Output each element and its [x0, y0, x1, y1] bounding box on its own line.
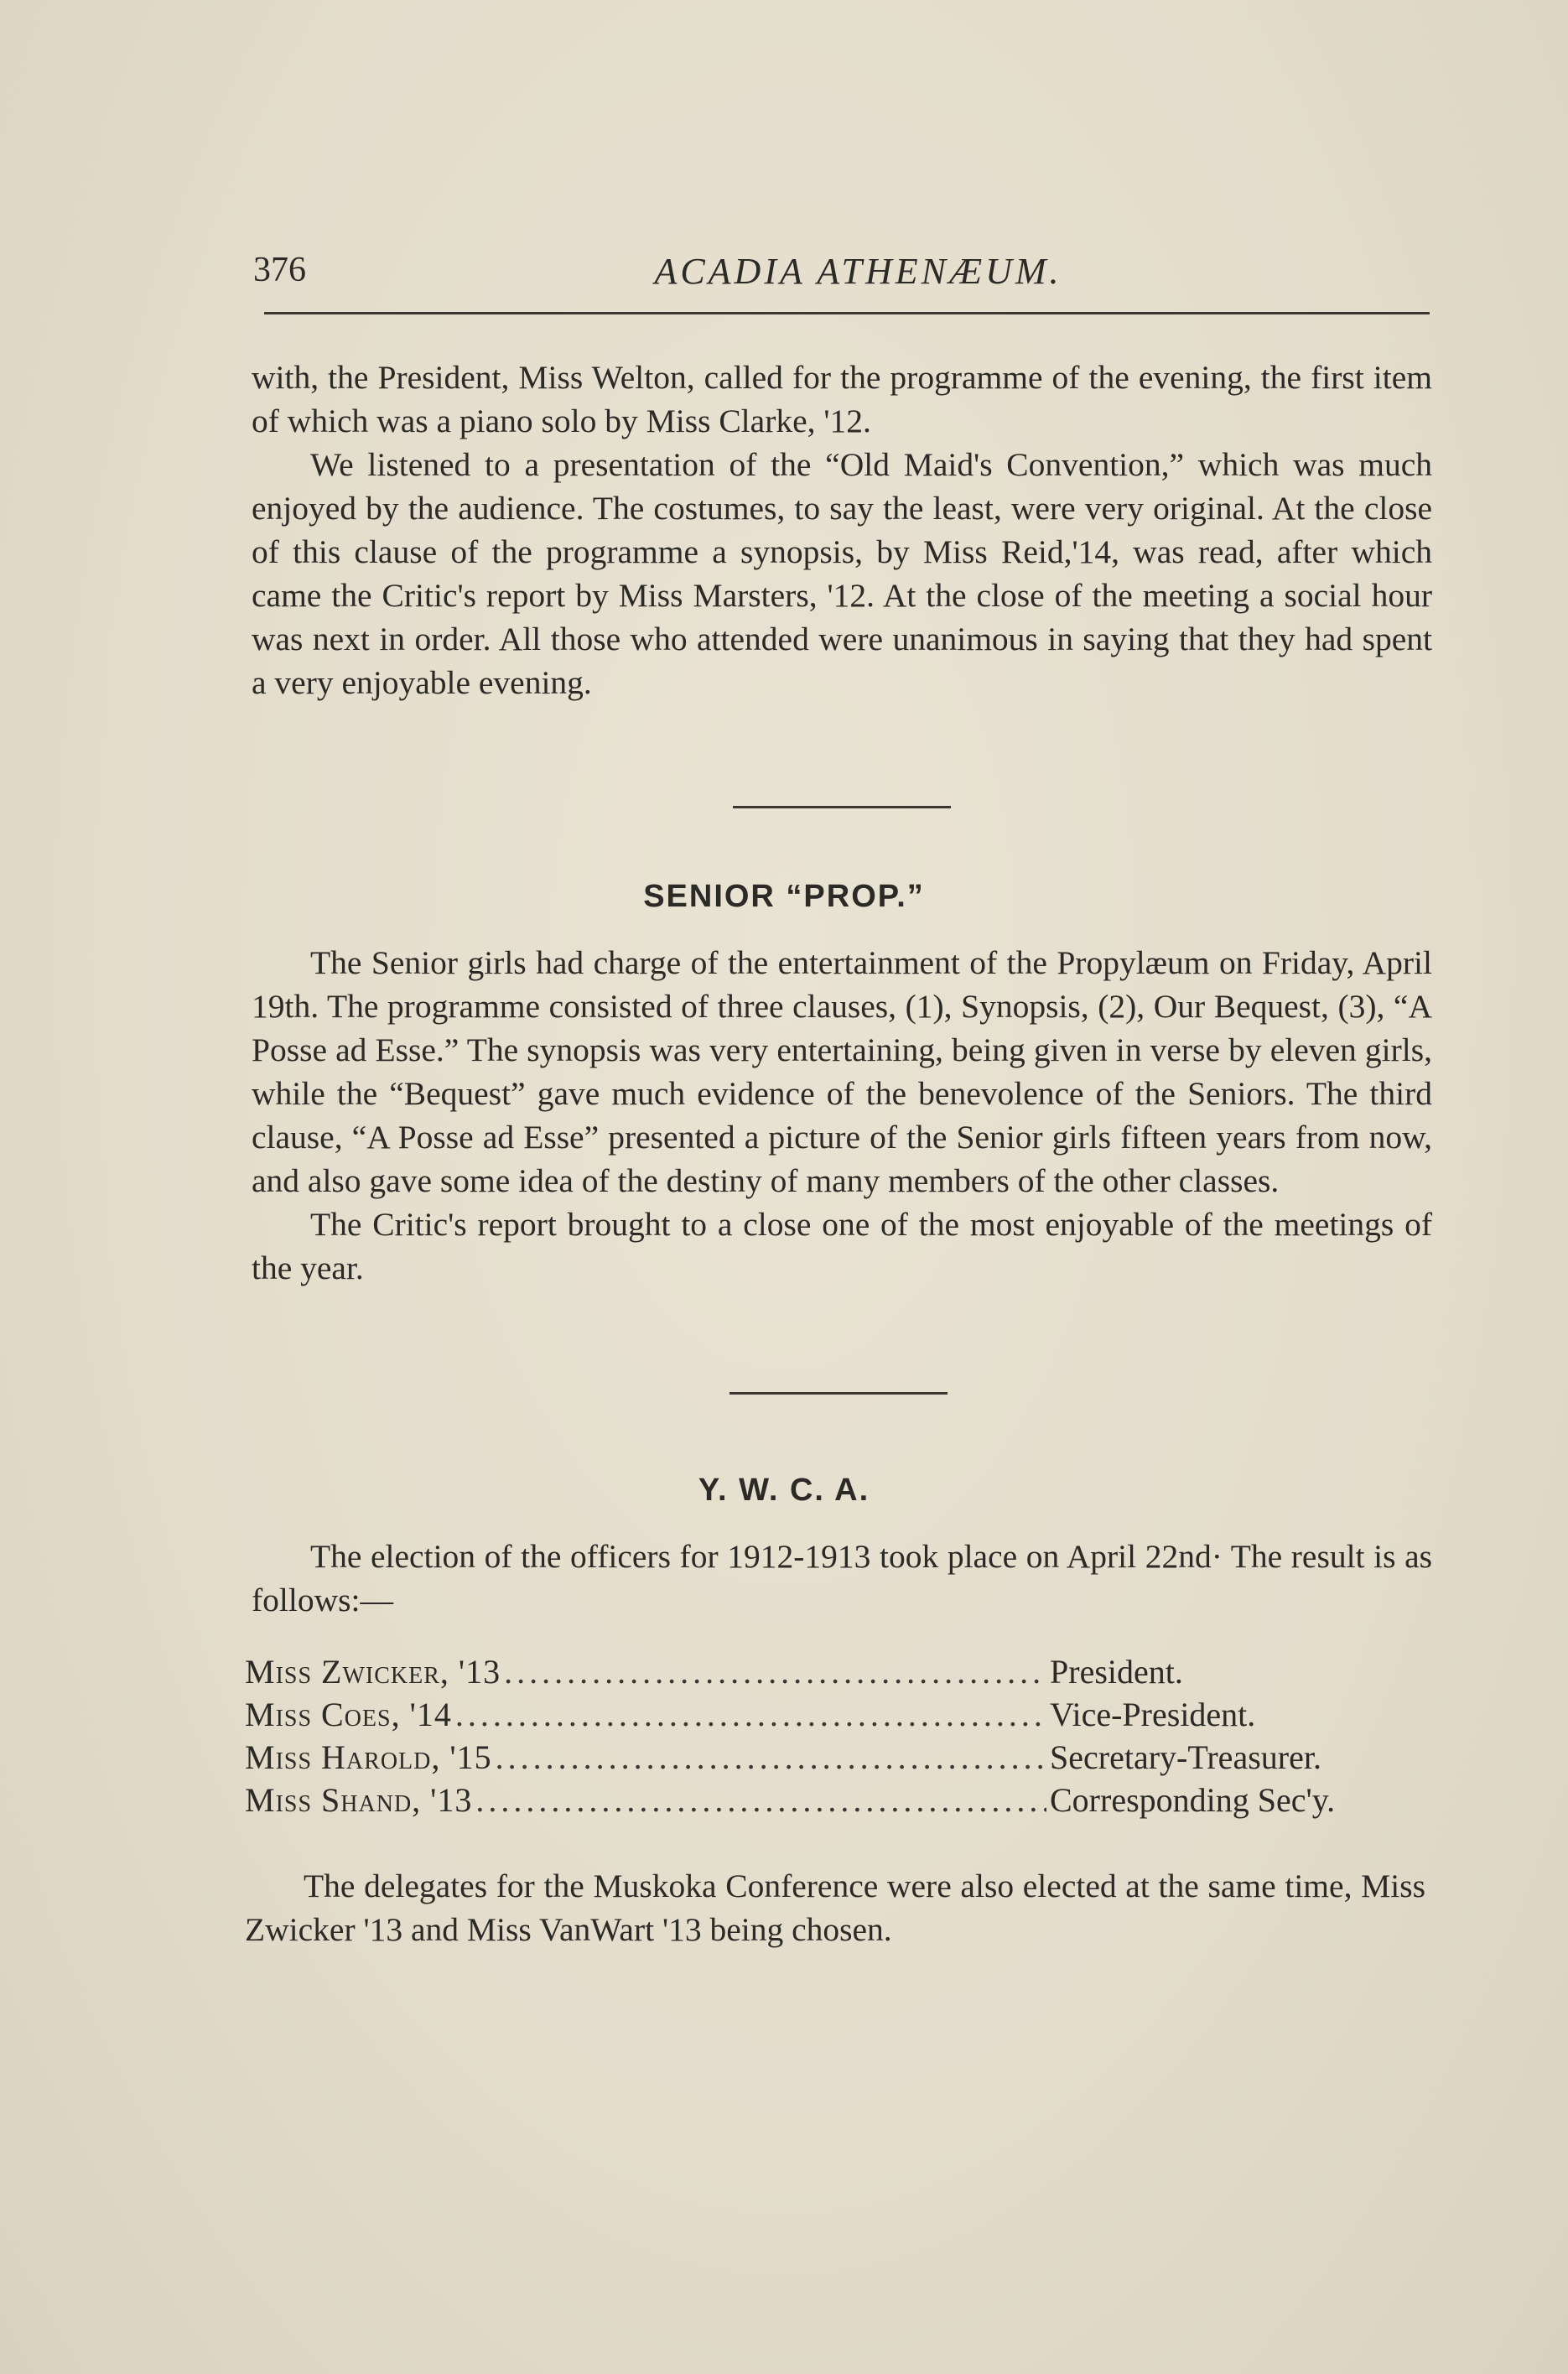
- officer-role: President.: [1050, 1653, 1183, 1691]
- intro-paragraph-1: with, the President, Miss Welton, called for the programme of the evening, the first item of which was a piano solo by Miss Clarke, '12.: [252, 359, 1432, 439]
- officer-role: Vice-President.: [1050, 1696, 1256, 1733]
- officer-row: [245, 1693, 1419, 1736]
- senior-prop-heading: SENIOR “PROP.”: [643, 879, 925, 914]
- officer-role: Secretary-Treasurer.: [1050, 1738, 1321, 1776]
- ywca-heading: Y. W. C. A.: [698, 1473, 870, 1508]
- dot-leader: [475, 1779, 1046, 1821]
- officer-row: [245, 1650, 1419, 1693]
- section-divider: [733, 806, 951, 808]
- intro-text: [252, 356, 1432, 704]
- officer-name: Miss Harold, '15: [245, 1738, 492, 1776]
- officer-list: [245, 1650, 1419, 1821]
- officer-row: [245, 1736, 1419, 1779]
- officer-name: Miss Shand, '13: [245, 1781, 473, 1819]
- senior-prop-paragraph-2: The Critic's report brought to a close one of the most enjoyable of the meetings of the year.: [252, 1206, 1432, 1286]
- page-number: 376: [253, 251, 306, 289]
- ywca-closing-text: [245, 1864, 1425, 1951]
- ywca-intro-text: [252, 1535, 1432, 1622]
- ywca-intro-paragraph: The election of the officers for 1912-1913 took place on April 22nd· The result is as follows:—: [252, 1538, 1432, 1618]
- section-divider: [729, 1392, 948, 1395]
- senior-prop-text: [252, 941, 1432, 1290]
- officer-row: [245, 1779, 1419, 1821]
- running-title: ACADIA ATHENÆUM.: [654, 251, 1062, 292]
- officer-role: Corresponding Sec'y.: [1050, 1781, 1336, 1819]
- officer-name: Miss Zwicker, '13: [245, 1653, 501, 1691]
- senior-prop-paragraph-1: The Senior girls had charge of the entertainment of the Propylæum on Friday, April 19th. The programme consisted of three clauses, (1), Synopsis, (2), Our Bequest, (3), “A Posse ad Esse.” The synopsis was very entertaining, being given in verse by eleven girls, while the “Bequest” gave much evidence of the benevolence of the Seniors. The third clause, “A Posse ad Esse” presented a picture of the Senior girls fifteen years from now, and also gave some idea of the destiny of many members of the other classes.: [252, 944, 1432, 1199]
- page-header: [253, 250, 1430, 300]
- dot-leader: [496, 1736, 1046, 1779]
- intro-paragraph-2: We listened to a presentation of the “Old Maid's Convention,” which was much enjoyed by the audience. The costumes, to say the least, were very original. At the close of this clause of the programme a synopsis, by Miss Reid,'14, was read, after which came the Critic's report by Miss Marsters, '12. At the close of the meeting a social hour was next in order. All those who attended were unanimous in saying that they had spent a very enjoyable evening.: [252, 446, 1432, 701]
- dot-leader: [504, 1650, 1046, 1693]
- dot-leader: [455, 1693, 1046, 1736]
- officer-name: Miss Coes, '14: [245, 1696, 452, 1733]
- header-divider: [264, 312, 1430, 314]
- ywca-closing-paragraph: The delegates for the Muskoka Conference were also elected at the same time, Miss Zwicker '13 and Miss VanWart '13 being chosen.: [245, 1868, 1425, 1948]
